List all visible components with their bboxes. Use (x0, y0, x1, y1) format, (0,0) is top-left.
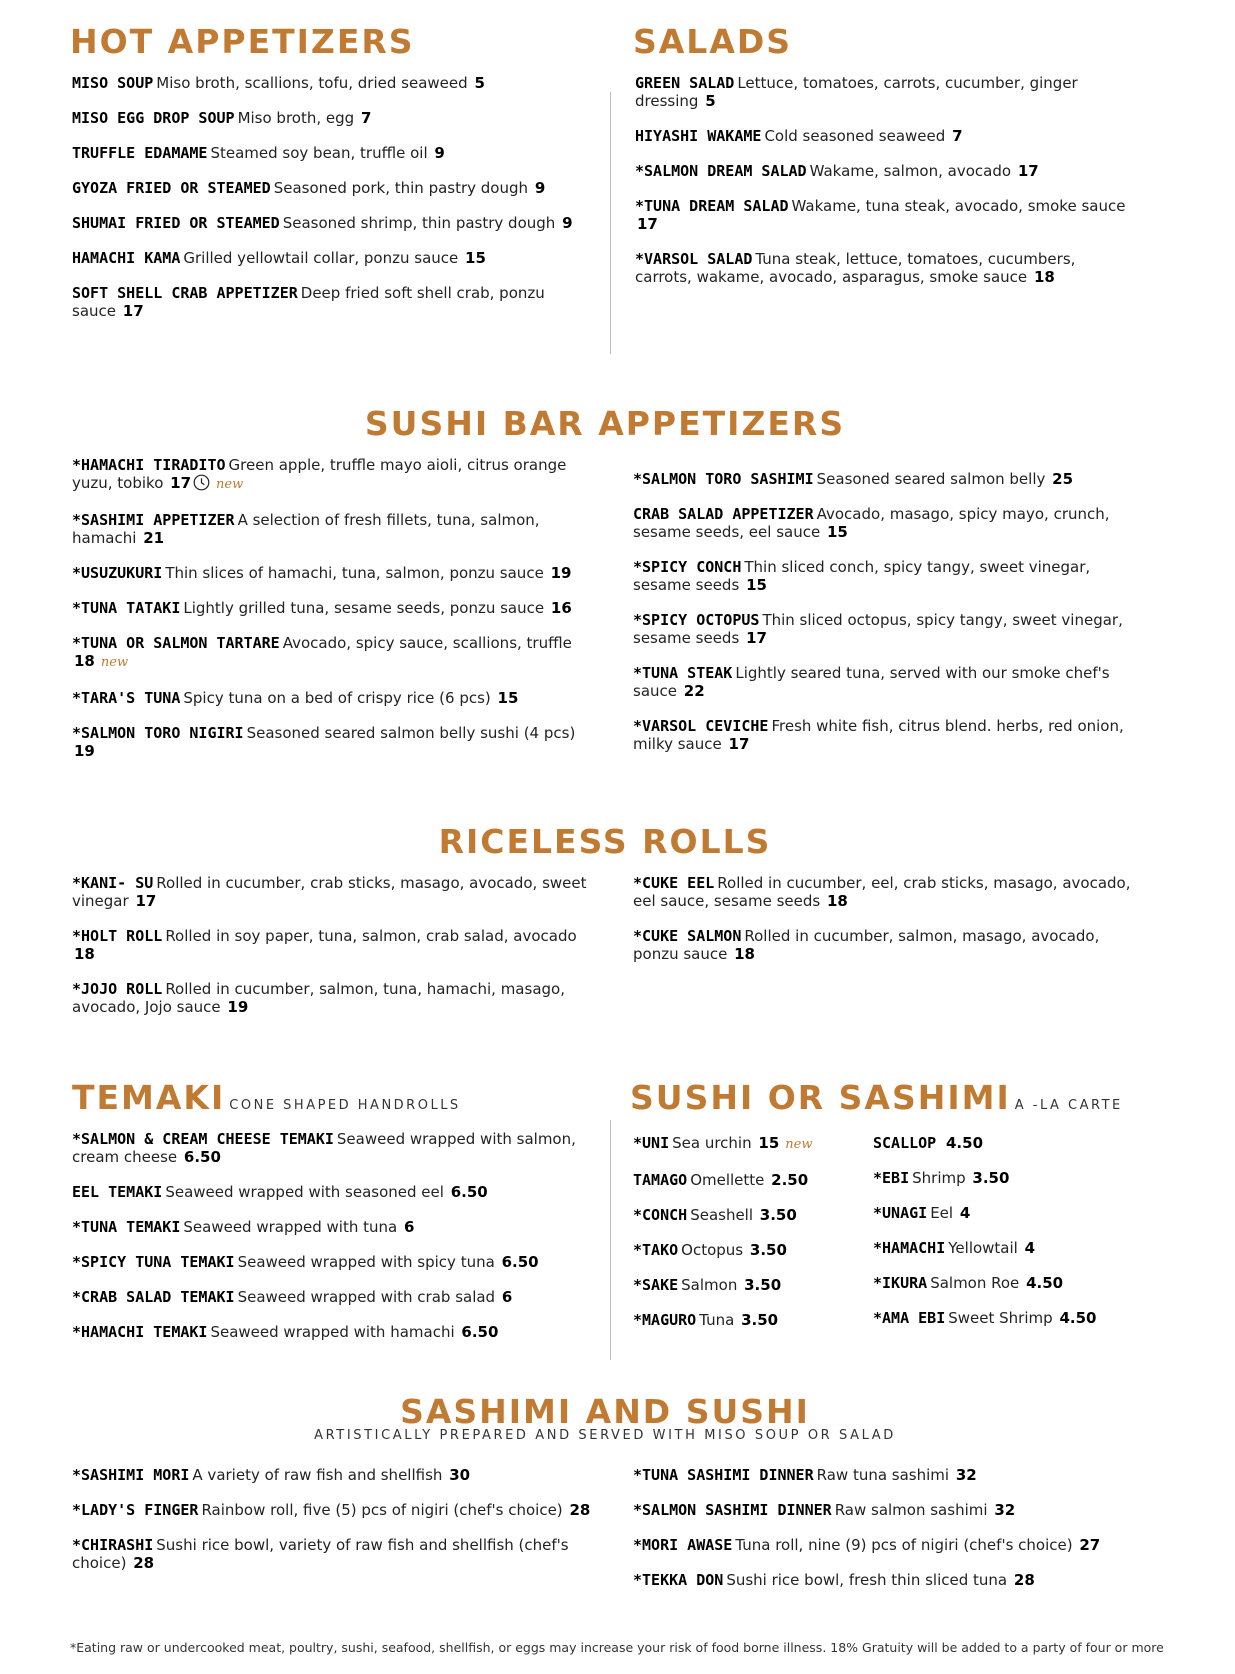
new-badge: new (785, 1137, 813, 1152)
menu-item: TAMAGO Omellette 2.50 (633, 1171, 809, 1189)
footer-disclaimer: *Eating raw or undercooked meat, poultry, sushi, seafood, shellfish, or eggs may increase your risk of food borne illness. 18% Gratuity will be added to a party of four or more (70, 1640, 1164, 1655)
menu-item: *SPICY CONCH Thin sliced conch, spicy tangy, sweet vinegar, sesame seeds 15 (633, 558, 1091, 594)
menu-item: *SPICY TUNA TEMAKI Seaweed wrapped with spicy tuna 6.50 (72, 1253, 539, 1271)
hot-appetizers-list (72, 74, 592, 337)
menu-item: *VARSOL CEVICHE Fresh white fish, citrus blend. herbs, red onion, milky sauce 17 (633, 717, 1124, 753)
menu-item: SOFT SHELL CRAB APPETIZER Deep fried soft shell crab, ponzu sauce 17 (72, 284, 545, 320)
menu-item: *SALMON TORO SASHIMI Seasoned seared salmon belly 25 (633, 470, 1074, 488)
riceless-right-list (633, 874, 1143, 980)
sushi-bar-right-list (633, 470, 1143, 770)
menu-item: *TAKO Octopus 3.50 (633, 1241, 787, 1259)
menu-item: *HOLT ROLL Rolled in soy paper, tuna, salmon, crab salad, avocado 18 (72, 927, 577, 963)
temaki-list (72, 1130, 592, 1358)
salads-title: SALADS (633, 22, 793, 61)
menu-item: *SALMON TORO NIGIRI Seasoned seared salmon belly sushi (4 pcs) 19 (72, 724, 576, 760)
sashimi-sushi-subtitle: ARTISTICALLY PREPARED AND SERVED WITH MISO SOUP OR SALAD (314, 1428, 896, 1443)
menu-item: *TEKKA DON Sushi rice bowl, fresh thin sliced tuna 28 (633, 1571, 1035, 1589)
menu-item: *SAKE Salmon 3.50 (633, 1276, 782, 1294)
menu-item: *HAMACHI TIRADITO Green apple, truffle mayo aioli, citrus orange yuzu, tobiko 17 new (72, 456, 567, 492)
menu-item: *EBI Shrimp 3.50 (873, 1169, 1010, 1187)
menu-item: *VARSOL SALAD Tuna steak, lettuce, tomatoes, cucumbers, carrots, wakame, avocado, asparagus, smoke sauce 18 (635, 250, 1076, 286)
hot-appetizers-title: HOT APPETIZERS (70, 22, 415, 61)
menu-item: SHUMAI FRIED OR STEAMED Seasoned shrimp, thin pastry dough 9 (72, 214, 573, 232)
alacarte-left-list (633, 1134, 868, 1346)
menu-item: *SALMON SASHIMI DINNER Raw salmon sashimi 32 (633, 1501, 1016, 1519)
menu-item: *TUNA SASHIMI DINNER Raw tuna sashimi 32 (633, 1466, 977, 1484)
menu-item: MISO EGG DROP SOUP Miso broth, egg 7 (72, 109, 372, 127)
new-badge: new (216, 477, 244, 492)
menu-item: *HAMACHI TEMAKI Seaweed wrapped with hamachi 6.50 (72, 1323, 499, 1341)
sashimi-sushi-title: SASHIMI AND SUSHI (400, 1392, 810, 1431)
alacarte-title: SUSHI OR SASHIMI A -LA CARTE (630, 1078, 1123, 1117)
menu-item: *TUNA OR SALMON TARTARE Avocado, spicy sauce, scallions, truffle 18 new (72, 634, 572, 670)
menu-item: CRAB SALAD APPETIZER Avocado, masago, spicy mayo, crunch, sesame seeds, eel sauce 15 (633, 505, 1110, 541)
menu-item: *HAMACHI Yellowtail 4 (873, 1239, 1036, 1257)
riceless-rolls-title: RICELESS ROLLS (438, 822, 772, 861)
clock-icon (193, 474, 210, 491)
temaki-title: TEMAKI CONE SHAPED HANDROLLS (72, 1078, 461, 1117)
alacarte-right-list (873, 1134, 1148, 1344)
menu-item: *UNAGI Eel 4 (873, 1204, 971, 1222)
menu-item: TRUFFLE EDAMAME Steamed soy bean, truffle oil 9 (72, 144, 445, 162)
menu-item: *LADY'S FINGER Rainbow roll, five (5) pcs of nigiri (chef's choice) 28 (72, 1501, 591, 1519)
temaki-subtitle: CONE SHAPED HANDROLLS (229, 1098, 461, 1113)
new-badge: new (100, 655, 129, 670)
menu-item: *USUZUKURI Thin slices of hamachi, tuna, salmon, ponzu sauce 19 (72, 564, 572, 582)
sashimi-sushi-right-list (633, 1466, 1143, 1606)
menu-item: *MAGURO Tuna 3.50 (633, 1311, 779, 1329)
menu-item: *CUKE EEL Rolled in cucumber, eel, crab sticks, masago, avocado, eel sauce, sesame seeds 18 (633, 874, 1131, 910)
menu-item: *TARA'S TUNA Spicy tuna on a bed of crispy rice (6 pcs) 15 (72, 689, 519, 707)
menu-item: GREEN SALAD Lettuce, tomatoes, carrots, cucumber, ginger dressing 5 (635, 74, 1078, 110)
menu-item: *MORI AWASE Tuna roll, nine (9) pcs of nigiri (chef's choice) 27 (633, 1536, 1101, 1554)
menu-item: MISO SOUP Miso broth, scallions, tofu, dried seaweed 5 (72, 74, 485, 92)
column-divider (610, 92, 611, 354)
sashimi-sushi-left-list (72, 1466, 592, 1589)
riceless-left-list (72, 874, 592, 1033)
menu-item: *SPICY OCTOPUS Thin sliced octopus, spicy tangy, sweet vinegar, sesame seeds 17 (633, 611, 1123, 647)
menu-item: *TUNA STEAK Lightly seared tuna, served with our smoke chef's sauce 22 (633, 664, 1110, 700)
menu-item: *SALMON & CREAM CHEESE TEMAKI Seaweed wrapped with salmon, cream cheese 6.50 (72, 1130, 576, 1166)
menu-item: *KANI- SU Rolled in cucumber, crab sticks, masago, avocado, sweet vinegar 17 (72, 874, 587, 910)
menu-item: HIYASHI WAKAME Cold seasoned seaweed 7 (635, 127, 963, 145)
menu-item: *CONCH Seashell 3.50 (633, 1206, 797, 1224)
menu-item: *SASHIMI APPETIZER A selection of fresh fillets, tuna, salmon, hamachi 21 (72, 511, 540, 547)
menu-item: *JOJO ROLL Rolled in cucumber, salmon, tuna, hamachi, masago, avocado, Jojo sauce 19 (72, 980, 565, 1016)
menu-item: SCALLOP 4.50 (873, 1134, 984, 1152)
menu-item: *TUNA TATAKI Lightly grilled tuna, sesame seeds, ponzu sauce 16 (72, 599, 572, 617)
menu-item: *SASHIMI MORI A variety of raw fish and shellfish 30 (72, 1466, 471, 1484)
menu-item: *TUNA TEMAKI Seaweed wrapped with tuna 6 (72, 1218, 415, 1236)
menu-item: *SALMON DREAM SALAD Wakame, salmon, avocado 17 (635, 162, 1039, 180)
column-divider (610, 1120, 611, 1360)
sushi-bar-title: SUSHI BAR APPETIZERS (364, 404, 846, 443)
menu-item: HAMACHI KAMA Grilled yellowtail collar, ponzu sauce 15 (72, 249, 486, 267)
menu-item: EEL TEMAKI Seaweed wrapped with seasoned eel 6.50 (72, 1183, 488, 1201)
sushi-bar-left-list (72, 456, 592, 777)
alacarte-subtitle: A -LA CARTE (1014, 1098, 1123, 1113)
menu-item: *CHIRASHI Sushi rice bowl, variety of raw fish and shellfish (chef's choice) 28 (72, 1536, 569, 1572)
salads-list (635, 74, 1135, 303)
menu-item: *AMA EBI Sweet Shrimp 4.50 (873, 1309, 1097, 1327)
menu-item: *TUNA DREAM SALAD Wakame, tuna steak, avocado, smoke sauce 17 (635, 197, 1126, 233)
menu-item: *UNI Sea urchin 15 new (633, 1134, 813, 1152)
menu-item: *CUKE SALMON Rolled in cucumber, salmon, masago, avocado, ponzu sauce 18 (633, 927, 1100, 963)
menu-item: *IKURA Salmon Roe 4.50 (873, 1274, 1064, 1292)
menu-item: GYOZA FRIED OR STEAMED Seasoned pork, thin pastry dough 9 (72, 179, 546, 197)
menu-item: *CRAB SALAD TEMAKI Seaweed wrapped with crab salad 6 (72, 1288, 513, 1306)
